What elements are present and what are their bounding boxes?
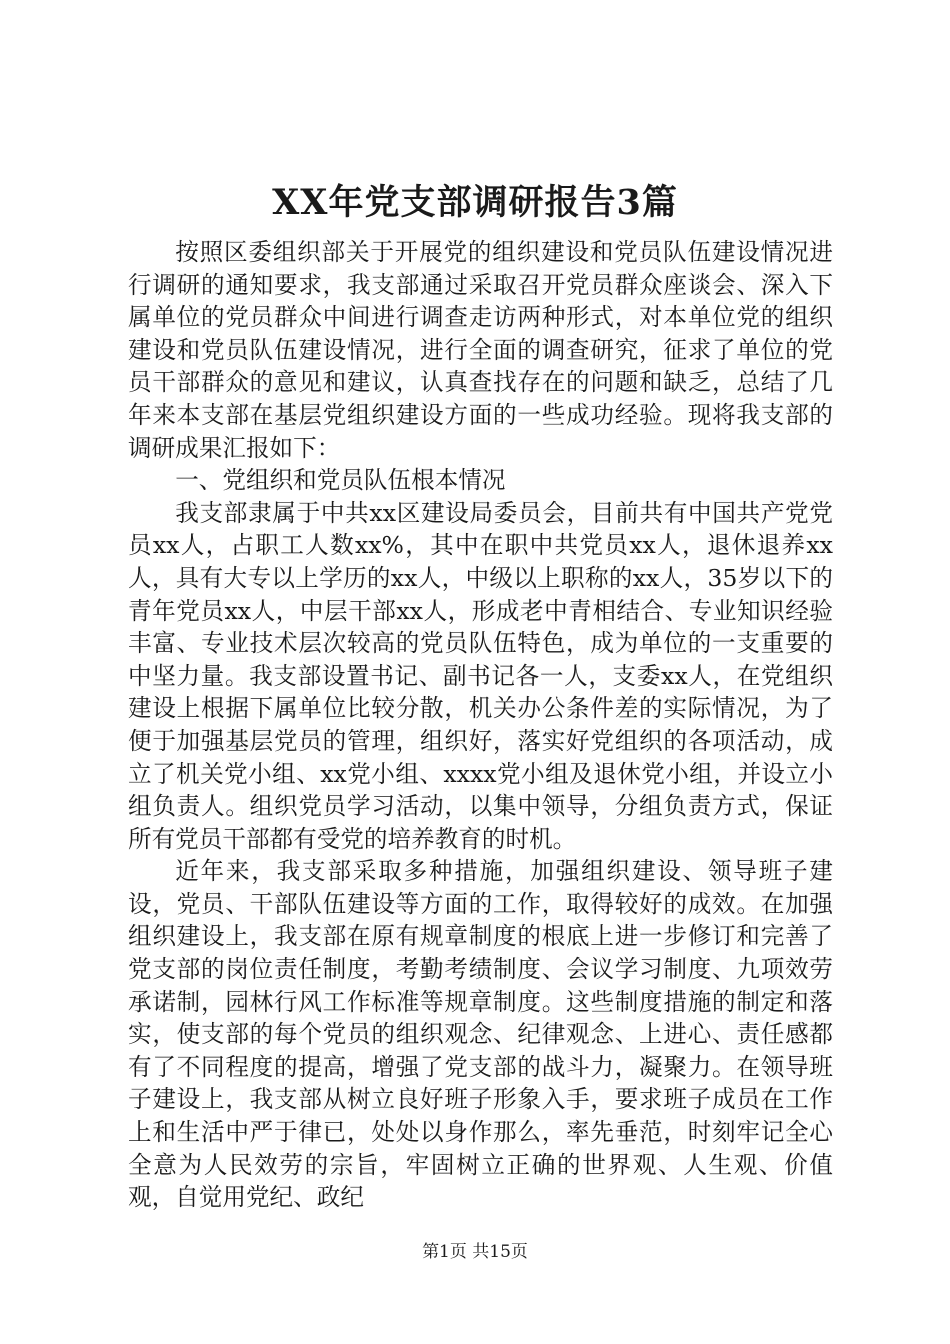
page-number: 第1页 共15页 [422,1242,528,1262]
paragraph-recent-work: 近年来，我支部采取多种措施，加强组织建设、领导班子建设，党员、干部队伍建设等方面的工作，取得较好的成效。在加强组织建设上，我支部在原有规章制度的根底上进一步修订和完善了党支部的岗位责任制度，考勤考绩制度、会议学习制度、九项效劳承诺制，园林行风工作标准等规章制度。这些制度措施的制定和落实，使支部的每个党员的组织观念、纪律观念、上进心、责任感都有了不同程度的提高，增强了党支部的战斗力，凝聚力。在领导班子建设上，我支部从树立良好班子形象入手，要求班子成员在工作上和生活中严于律已，处处以身作那么，率先垂范，时刻牢记全心全意为人民效劳的宗旨，牢固树立正确的世界观、人生观、价值观，自觉用党纪、政纪 [128,857,833,1212]
document-body [128,236,833,1214]
section-heading: 一、党组织和党员队伍根本情况 [175,466,506,495]
document-title: XX年党支部调研报告3篇 [272,182,678,223]
paragraph-basic-info: 我支部隶属于中共xx区建设局委员会，目前共有中国共产党党员xx人，占职工人数xx%，其中在职中共党员xx人，退休退养xx人，具有大专以上学历的xx人，中级以上职称的xx人，35岁以下的青年党员xx人，中层干部xx人，形成老中青相结合、专业知识经验丰富、专业技术层次较高的党员队伍特色，成为单位的一支重要的中坚力量。我支部设置书记、副书记各一人，支委xx人，在党组织建设上根据下属单位比较分散，机关办公条件差的实际情况，为了便于加强基层党员的管理，组织好，落实好党组织的各项活动，成立了机关党小组、xx党小组、xxxx党小组及退休党小组，并设立小组负责人。组织党员学习活动，以集中领导，分组负责方式，保证所有党员干部都有受党的培养教育的时机。 [128,498,833,853]
paragraph-intro: 按照区委组织部关于开展党的组织建设和党员队伍建设情况进行调研的通知要求，我支部通过采取召开党员群众座谈会、深入下属单位的党员群众中间进行调查走访两种形式，对本单位党的组织建设和党员队伍建设情况，进行全面的调查研究，征求了单位的党员干部群众的意见和建议，认真查找存在的问题和缺乏，总结了几年来本支部在基层党组织建设方面的一些成功经验。现将我支部的调研成果汇报如下： [128,238,833,462]
